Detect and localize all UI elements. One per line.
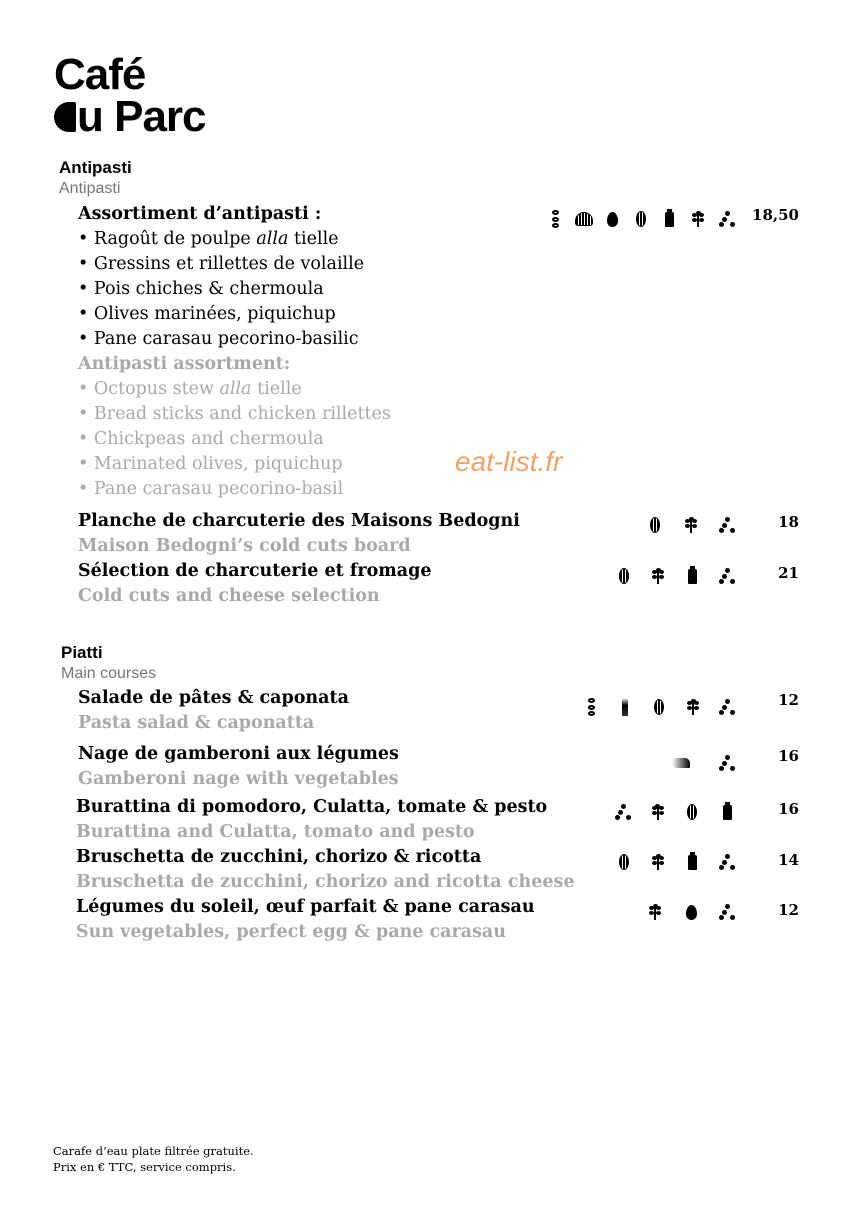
item-line-text: • Ragoût de poulpe [78,229,257,249]
item-line-en: • Pane carasau pecorino-basil [78,479,344,499]
item-line-text: • Octopus stew [78,379,220,399]
chain-icon [546,208,564,230]
allergen-icons [615,565,736,587]
price: 16 [778,800,799,818]
allergen-icons [614,801,736,823]
section-subtitle-piatti: Main courses [61,665,157,682]
item-title: Burattina di pomodoro, Culatta, tomate & pesto [76,797,548,817]
item-title-en: Maison Bedogni’s cold cuts board [78,536,411,556]
seed-icon [615,851,633,873]
item-title-en: Cold cuts and cheese selection [78,586,380,606]
blur-icon [616,696,634,718]
section-title-piatti: Piatti [61,643,103,662]
logo-line-2-text: u Parc [77,92,206,141]
allergen-icons [646,901,736,923]
item-line: • Gressins et rillettes de volaille [78,254,365,274]
seed-icon [650,696,668,718]
seed-icon [646,514,664,536]
price: 18 [778,513,799,531]
shell-icon [575,208,593,230]
item-line-italic: alla [219,379,252,399]
item-line-text: tielle [288,229,339,249]
item-title-en: Sun vegetables, perfect egg & pane carasau [76,922,506,942]
wheat-icon [682,514,700,536]
item-title: Salade de pâtes & caponata [78,688,349,708]
item-line-italic: alla [256,229,289,249]
price: 16 [778,747,799,765]
bottle-icon [684,565,702,587]
item-line-en: • Marinated olives, piquichup [78,454,343,474]
wheat-icon [646,901,664,923]
item-line [78,229,339,249]
allergen-icons [546,208,736,230]
item-title-en: Gamberoni nage with vegetables [78,769,399,789]
wheat-icon [649,565,667,587]
wheat-icon [684,696,702,718]
item-title: Assortiment d’antipasti : [78,204,322,224]
item-line-text: tielle [251,379,302,399]
wheat-icon [689,208,707,230]
egg-icon [603,208,621,230]
dots-icon [614,801,632,823]
egg-icon [682,901,700,923]
price: 14 [778,851,799,869]
price: 21 [778,564,799,582]
item-title: Bruschetta de zucchini, chorizo & ricotta [76,847,482,867]
item-title-en: Pasta salad & caponatta [78,713,315,733]
item-line-en: • Chickpeas and chermoula [78,429,324,449]
allergen-icons [582,696,736,718]
logo-line-2 [54,92,206,141]
dots-icon [718,851,736,873]
dots-icon [718,565,736,587]
bottle-icon [684,851,702,873]
item-line: • Pane carasau pecorino-basilic [78,329,359,349]
shrimp-icon [672,752,690,774]
logo [54,50,206,141]
item-title-en: Antipasti assortment: [78,354,291,374]
logo-line-1: Café [54,50,146,99]
footer-line-2: Prix en € TTC, service compris. [53,1160,236,1174]
price: 12 [778,691,799,709]
chain-icon [582,696,600,718]
item-title: Planche de charcuterie des Maisons Bedogni [78,511,520,531]
item-title: Sélection de charcuterie et fromage [78,561,432,581]
dots-icon [718,514,736,536]
allergen-icons [672,752,736,774]
seed-icon [632,208,650,230]
logo-dot-icon [54,102,76,132]
bottle-icon [718,801,736,823]
seed-icon [615,565,633,587]
item-line-en: • Bread sticks and chicken rillettes [78,404,391,424]
item-title: Nage de gamberoni aux légumes [78,744,399,764]
seed-icon [683,801,701,823]
wheat-icon [649,801,667,823]
dots-icon [718,901,736,923]
dots-icon [718,696,736,718]
item-title-en: Burattina and Culatta, tomato and pesto [76,822,475,842]
footer-line-1: Carafe d’eau plate filtrée gratuite. [53,1144,254,1158]
item-line: • Olives marinées, piquichup [78,304,336,324]
wheat-icon [649,851,667,873]
price: 18,50 [752,206,799,224]
price: 12 [778,901,799,919]
allergen-icons [615,851,736,873]
item-title: Légumes du soleil, œuf parfait & pane carasau [76,897,535,917]
watermark: eat-list.fr [455,446,563,477]
bottle-icon [661,208,679,230]
item-line-en [78,379,302,399]
item-line: • Pois chiches & chermoula [78,279,324,299]
dots-icon [718,208,736,230]
section-subtitle-antipasti: Antipasti [59,180,121,197]
dots-icon [718,752,736,774]
item-title-en: Bruschetta de zucchini, chorizo and ricotta cheese [76,872,575,892]
allergen-icons [646,514,736,536]
section-title-antipasti: Antipasti [59,158,132,177]
